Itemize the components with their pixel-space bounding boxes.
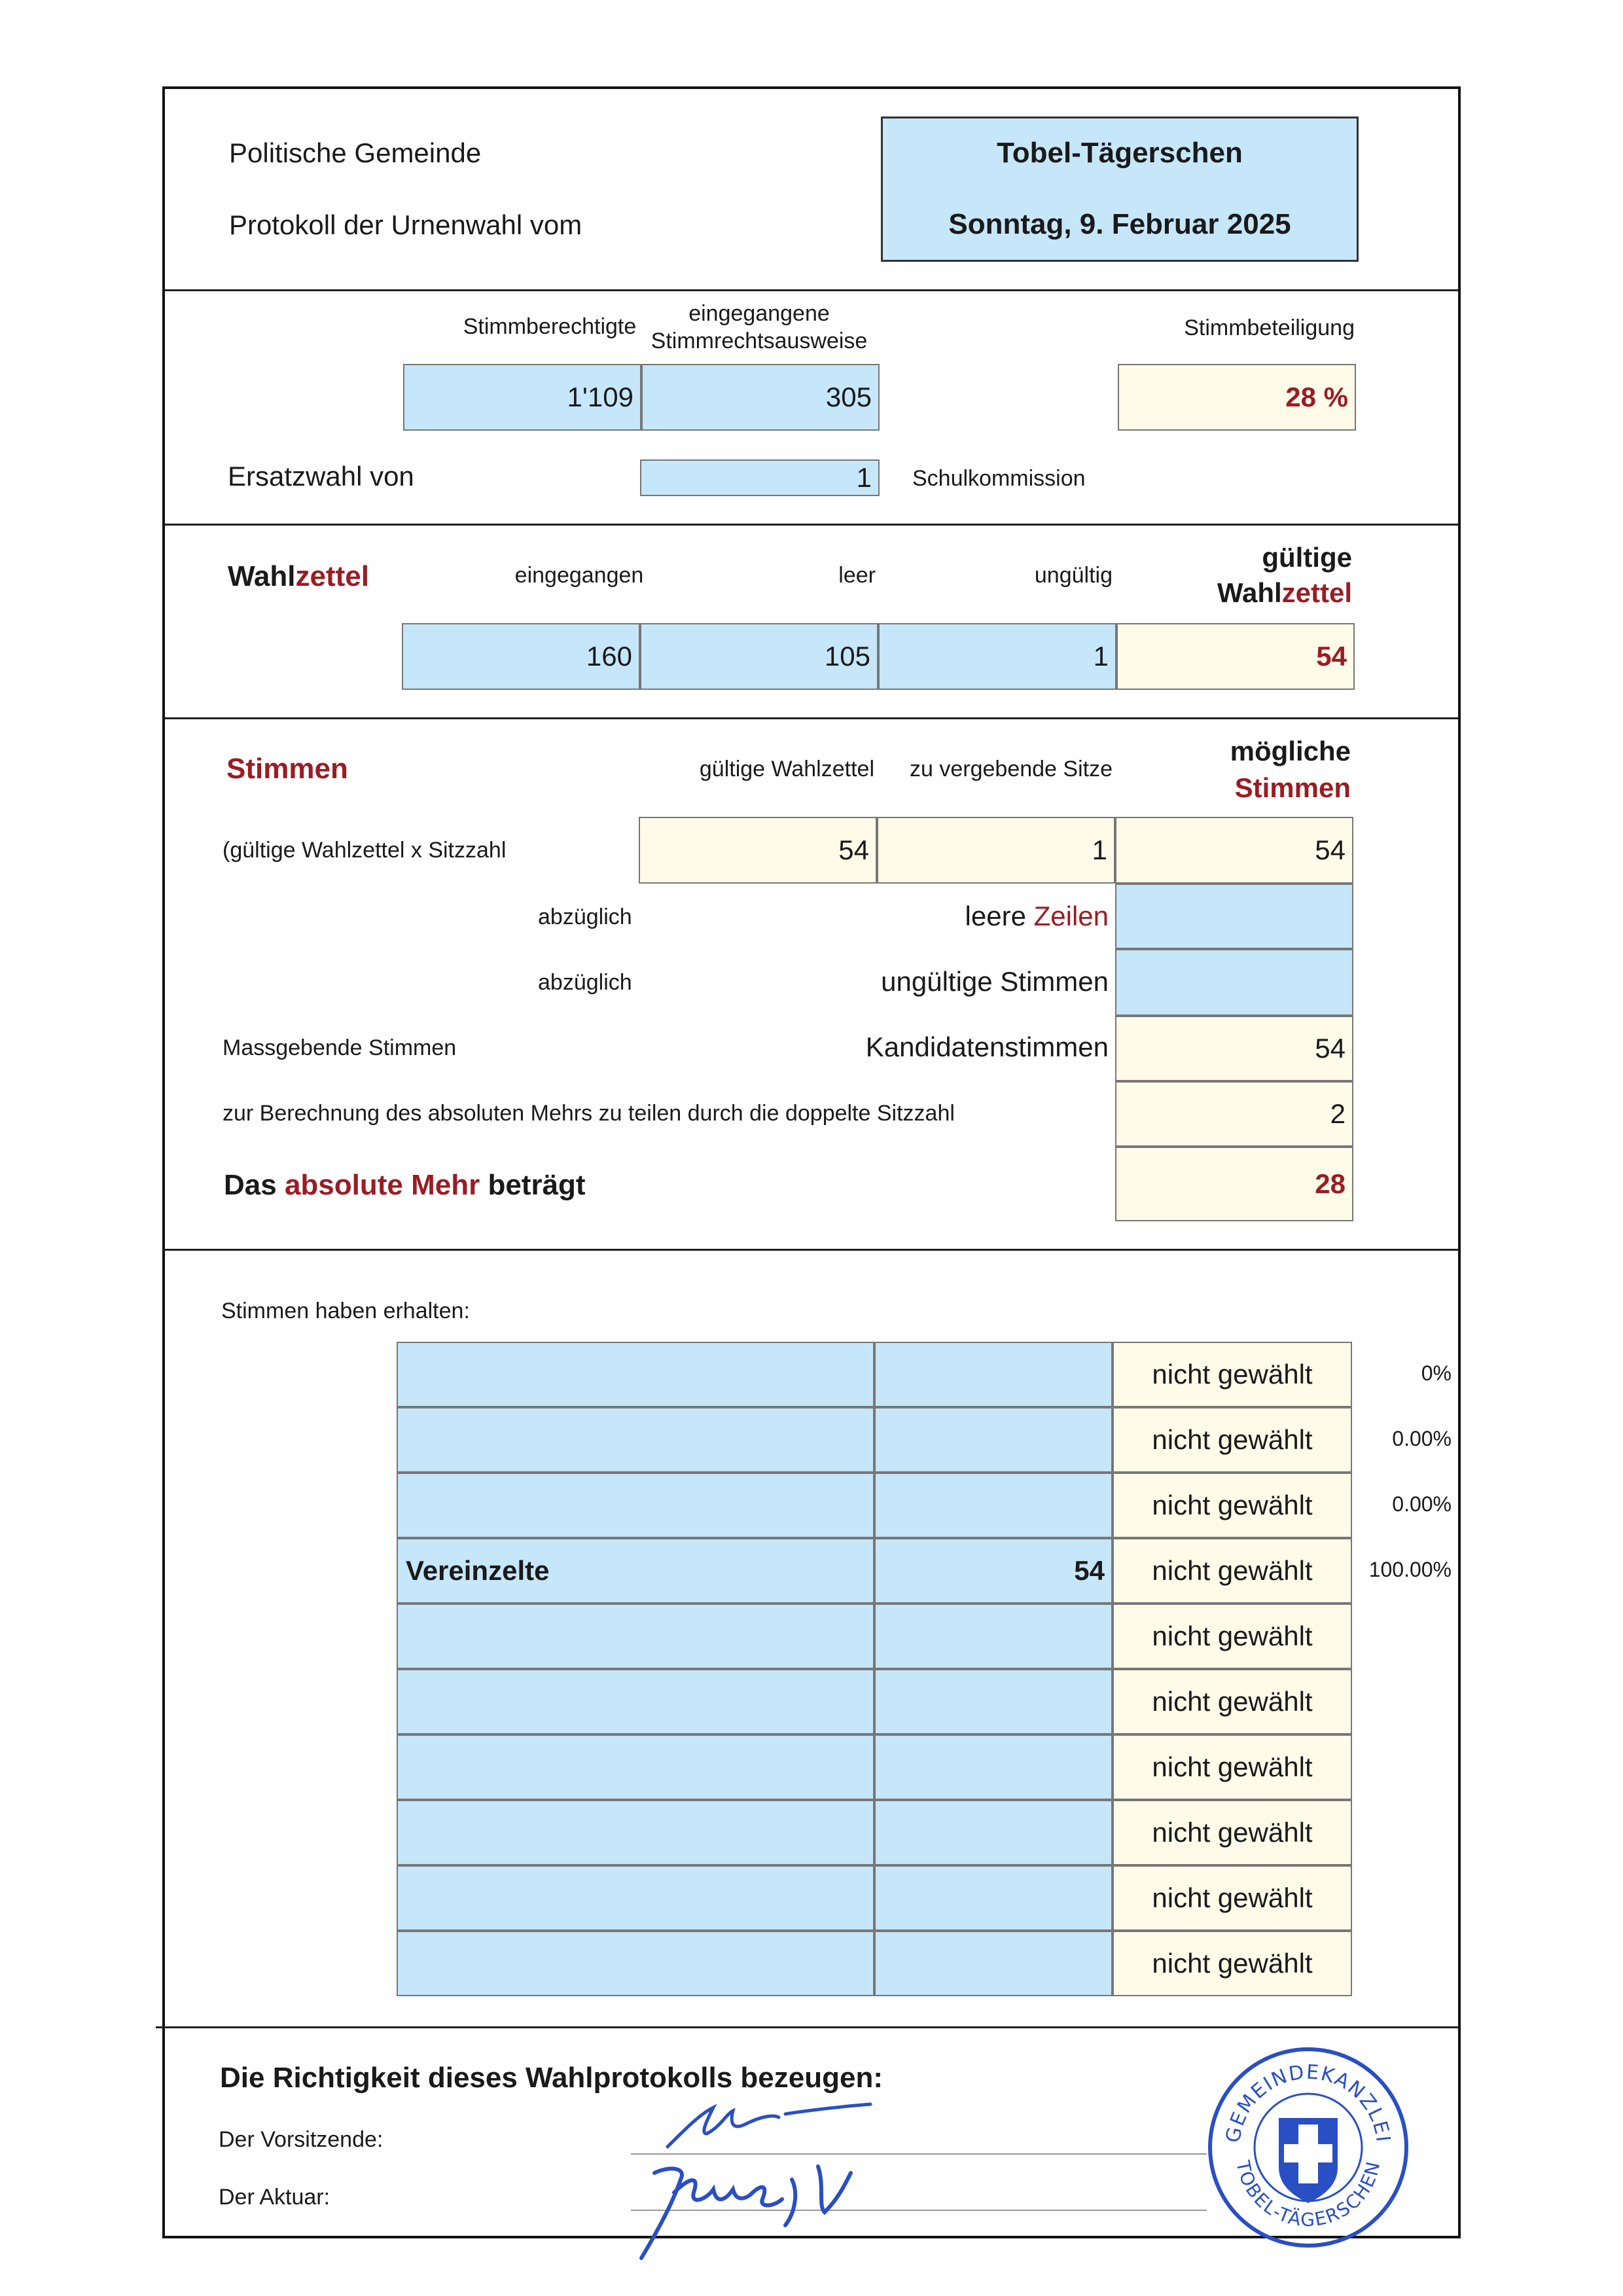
candidate-votes [874, 1604, 1113, 1669]
ballots-invalid: 1 [878, 623, 1116, 690]
candidate-name [397, 1931, 874, 1996]
header-box [881, 117, 1359, 262]
ersatzwahl-body: Schulkommission [912, 466, 1086, 491]
municipal-stamp [1200, 2039, 1416, 2255]
col-valid-ballots: gültige Wahlzettel [699, 757, 874, 781]
candidate-votes [874, 1931, 1113, 1996]
ersatzwahl-label: Ersatzwahl von [228, 461, 414, 492]
candidate-status: nicht gewählt [1113, 1931, 1352, 1996]
eligible-voters: 1'109 [403, 364, 641, 431]
candidate-votes: 54 [1115, 1016, 1353, 1081]
ballots-empty: 105 [640, 623, 878, 690]
candidate-percent: 100.00% [1368, 1558, 1452, 1581]
empty-lines-label: leere Zeilen [965, 901, 1109, 931]
divider [162, 1249, 1458, 1251]
candidate-votes [874, 1473, 1113, 1538]
votes-seats: 1 [877, 817, 1115, 884]
col-empty: leer [838, 563, 876, 588]
ballots-received: 160 [402, 623, 640, 690]
formula-label: (gültige Wahlzettel x Sitzzahl [223, 838, 507, 863]
divider [165, 524, 1458, 526]
candidate-name [397, 1865, 874, 1931]
col-seats: zu vergebende Sitze [910, 757, 1113, 781]
col-valid-1: gültige [1262, 542, 1352, 573]
label-eligible: Stimmberechtigte [463, 314, 637, 339]
divider [156, 2026, 1458, 2028]
divider [165, 289, 1458, 291]
votes-title: Stimmen [226, 753, 348, 785]
divider [165, 717, 1458, 719]
candidate-votes [874, 1865, 1113, 1931]
attestation: Die Richtigkeit dieses Wahlprotokolls bezeugen: [220, 2062, 883, 2094]
label-received-1: eingegangene [688, 301, 830, 326]
divisor: 2 [1115, 1081, 1353, 1147]
ersatzwahl-count: 1 [640, 459, 880, 496]
svg-text:TOBEL-TÄGERSCHEN: TOBEL-TÄGERSCHEN [1232, 2158, 1385, 2231]
votes-valid-ballots: 54 [639, 817, 877, 884]
chair-signature [648, 2088, 910, 2160]
absolute-majority: 28 [1115, 1147, 1353, 1221]
candidate-percent: 0.00% [1392, 1427, 1452, 1450]
invalid-votes-value [1115, 949, 1353, 1016]
election-date: Sonntag, 9. Februar 2025 [948, 208, 1291, 240]
candidate-status: nicht gewählt [1113, 1734, 1352, 1800]
header-line1: Politische Gemeinde [229, 137, 482, 168]
candidate-name [397, 1800, 874, 1865]
header-line2: Protokoll der Urnenwahl vom [229, 209, 582, 240]
candidate-name: Vereinzelte [397, 1538, 874, 1604]
svg-text:GEMEINDEKANZLEI: GEMEINDEKANZLEI [1221, 2060, 1395, 2145]
candidate-votes [874, 1407, 1113, 1473]
results-heading: Stimmen haben erhalten: [221, 1299, 470, 1323]
candidate-name [397, 1407, 874, 1473]
col-possible-2: Stimmen [1234, 772, 1351, 803]
candidate-votes [874, 1734, 1113, 1800]
invalid-votes-label: ungültige Stimmen [881, 966, 1109, 997]
candidate-status: nicht gewählt [1113, 1604, 1352, 1669]
candidate-votes [874, 1669, 1113, 1734]
votes-possible: 54 [1115, 817, 1353, 884]
secretary-signature [628, 2153, 916, 2271]
turnout-value: 28 % [1118, 364, 1356, 431]
divide-label: zur Berechnung des absoluten Mehrs zu teilen durch die doppelte Sitzzahl [223, 1101, 955, 1126]
candidate-status: nicht gewählt [1113, 1800, 1352, 1865]
label-received-2: Stimmrechtsausweise [651, 329, 868, 353]
candidate-name [397, 1669, 874, 1734]
col-possible-1: mögliche [1230, 736, 1351, 766]
candidate-status: nicht gewählt [1113, 1669, 1352, 1734]
secretary-label: Der Aktuar: [219, 2185, 330, 2210]
candidate-status: nicht gewählt [1113, 1473, 1352, 1538]
col-valid-2: Wahlzettel [1217, 577, 1352, 608]
candidate-percent: 0% [1421, 1361, 1452, 1385]
relevant-label: Massgebende Stimmen [223, 1035, 457, 1060]
candidate-votes-label: Kandidatenstimmen [865, 1031, 1109, 1062]
candidate-votes [874, 1342, 1113, 1407]
empty-lines-value [1115, 884, 1353, 949]
absolute-majority-label: Das absolute Mehr beträgt [224, 1169, 586, 1201]
candidate-name [397, 1604, 874, 1669]
minus-label: abzüglich [538, 970, 632, 995]
chair-label: Der Vorsitzende: [219, 2127, 383, 2152]
minus-label: abzüglich [538, 905, 632, 929]
candidate-name [397, 1342, 874, 1407]
col-received: eingegangen [514, 563, 644, 588]
received-cards: 305 [641, 364, 880, 431]
candidate-name [397, 1734, 874, 1800]
candidate-status: nicht gewählt [1113, 1407, 1352, 1473]
candidate-status: nicht gewählt [1113, 1865, 1352, 1931]
municipality-name: Tobel-Tägerschen [997, 137, 1243, 169]
ballots-valid: 54 [1116, 623, 1355, 690]
col-invalid: ungültig [1034, 563, 1113, 588]
candidate-percent: 0.00% [1392, 1492, 1452, 1516]
candidate-name [397, 1473, 874, 1538]
label-turnout: Stimmbeteiligung [1184, 315, 1355, 340]
candidate-status: nicht gewählt [1113, 1342, 1352, 1407]
ballots-title: Wahlzettel [228, 560, 369, 592]
candidate-status: nicht gewählt [1113, 1538, 1352, 1604]
candidate-votes [874, 1800, 1113, 1865]
candidate-votes: 54 [874, 1538, 1113, 1604]
